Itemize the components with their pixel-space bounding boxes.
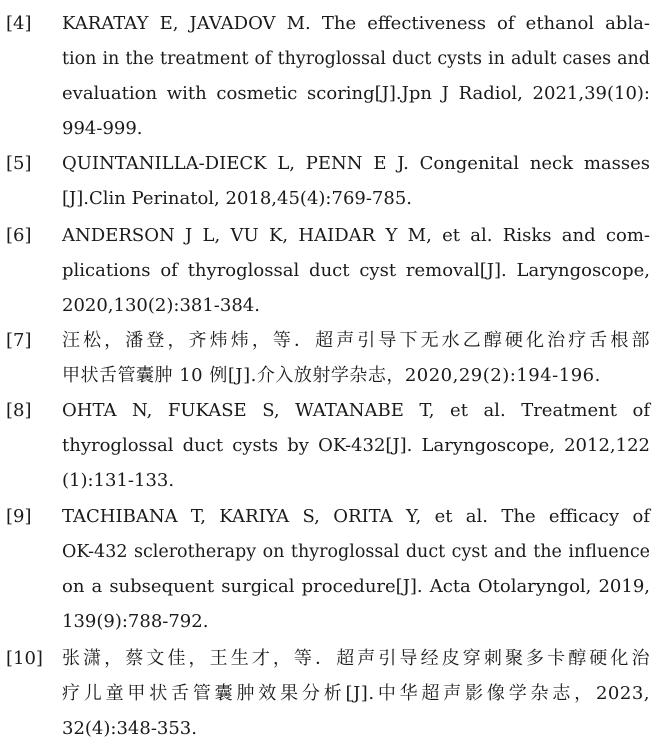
reference-number: [8] xyxy=(6,400,32,421)
reference-number: [7] xyxy=(6,330,32,351)
reference-line: [J].Clin Perinatol, 2018,45(4):769-785. xyxy=(62,188,413,209)
reference-line: evaluation with cosmetic scoring[J].Jpn J Radiol, 2021,39(10): xyxy=(62,83,650,104)
reference-line: 疗儿童甲状舌管囊肿效果分析[J].中华超声影像学杂志，2023, xyxy=(62,683,650,704)
reference-line: 139(9):788-792. xyxy=(62,611,209,632)
reference-line: (1):131-133. xyxy=(62,470,175,491)
reference-number: [4] xyxy=(6,13,32,34)
reference-line: ANDERSON J L, VU K, HAIDAR Y M, et al. Risks and com- xyxy=(62,225,650,246)
reference-line: KARATAY E, JAVADOV M. The effectiveness of ethanol abla- xyxy=(62,13,650,34)
reference-line: OK-432 sclerotherapy on thyroglossal duct cyst and the influence xyxy=(62,542,650,562)
reference-line: plications of thyroglossal duct cyst removal[J]. Laryngoscope, xyxy=(62,260,650,281)
reference-number: [9] xyxy=(6,506,32,527)
reference-line: 甲状舌管囊肿 10 例[J].介入放射学杂志，2020,29(2):194-196. xyxy=(62,365,601,386)
reference-number: [10] xyxy=(6,648,43,669)
reference-line: 994-999. xyxy=(62,118,143,139)
reference-line: TACHIBANA T, KARIYA S, ORITA Y, et al. The efficacy of xyxy=(62,506,650,527)
reference-line: on a subsequent surgical procedure[J]. Acta Otolaryngol, 2019, xyxy=(62,576,650,597)
reference-line: 张潇，蔡文佳，王生才，等．超声引导经皮穿刺聚多卡醇硬化治 xyxy=(62,648,650,669)
reference-line: 32(4):348-353. xyxy=(62,718,197,739)
reference-line: OHTA N, FUKASE S, WATANABE T, et al. Treatment of xyxy=(62,400,650,421)
reference-line: tion in the treatment of thyroglossal duct cysts in adult cases and xyxy=(62,49,650,69)
reference-line: 汪松，潘登，齐炜炜，等．超声引导下无水乙醇硬化治疗舌根部 xyxy=(62,330,650,351)
reference-number: [6] xyxy=(6,225,32,246)
reference-line: QUINTANILLA-DIECK L, PENN E J. Congenital neck masses xyxy=(62,153,650,174)
reference-line: 2020,130(2):381-384. xyxy=(62,295,260,316)
reference-line: thyroglossal duct cysts by OK-432[J]. Laryngoscope, 2012,122 xyxy=(62,435,650,456)
reference-number: [5] xyxy=(6,153,32,174)
